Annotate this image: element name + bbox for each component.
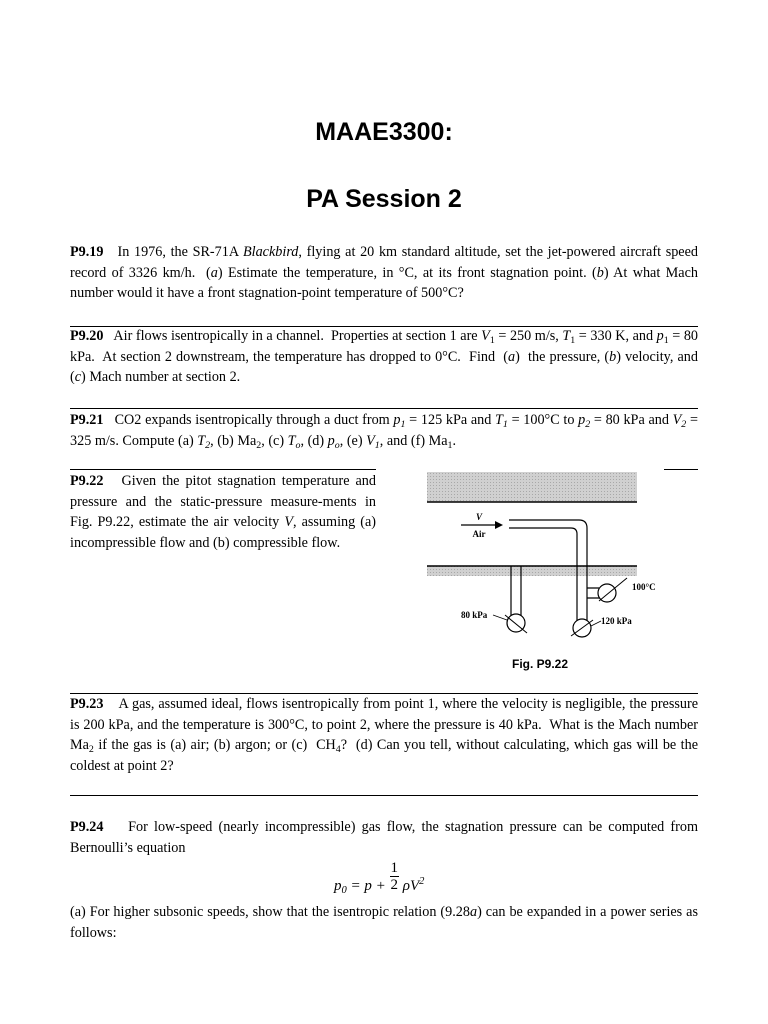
figure-p9-22 — [427, 470, 656, 650]
problem-number: P9.22 — [70, 473, 104, 489]
session-title: PA Session 2 — [306, 185, 462, 213]
upper-wall — [427, 472, 637, 502]
separator-rule — [70, 469, 376, 470]
problem-p9-22: P9.22 Given the pitot stagnation temperature and pressure and the static-pressure measure-ments in Fig. P9.22, estimate the air velocity V, assuming (a) incompressible flow and (b) compressible flow. — [70, 473, 376, 551]
stagnation-pressure-label: 120 kPa — [601, 616, 632, 626]
problem-p9-21: P9.21 CO2 expands isentropically through a duct from $p_1 = 125$ kPa and $T_1 = 100^\circ C$ to $p_2 = 80$ kPa and $V_2 = 325$ m/s. Compute (a) $T_2$, (b) $Ma_2$, (c) $T_o$, (d) $p_o$, (e) $V_1$, and (f) $Ma_1$. — [70, 412, 698, 451]
lower-wall — [427, 566, 637, 576]
velocity-label: V — [475, 512, 483, 522]
temperature-label: 100°C — [632, 582, 656, 592]
bernoulli-equation: $p_0 = p$ + $\frac{1}{2}$ $\rho V^2$ — [334, 860, 425, 896]
course-title: MAAE3300: — [315, 118, 453, 146]
static-pressure-label: 80 kPa — [461, 610, 488, 620]
separator-rule — [664, 469, 698, 470]
problem-number: P9.24 — [70, 819, 104, 835]
problem-number: P9.20 — [70, 328, 104, 344]
separator-rule — [70, 795, 698, 796]
figure-caption: Fig. P9.22 — [512, 657, 569, 671]
problem-p9-20: P9.20 Air flows isentropically in a channel. Properties at section 1 are $V_1 = 250$ m/s, $T_1 = 330$ K, and $p_1 = 80$ kPa. At section 2 downstream, the temperature has dropped to 0°C. Find (a) the pressure, (b) velocity, and (c) Mach number at section 2. — [70, 328, 699, 386]
problem-p9-19: P9.19 In 1976, the SR-71A Blackbird, flying at 20 km standard altitude, set the jet-powered aircraft speed record of 3326 km/h. (a) Estimate the temperature, in °C, at its front stagnation point. (b) At what Mach number would it have a front stagnation-point temperature of 500°C? — [70, 244, 698, 302]
problem-p9-24: P9.24 For low-speed (nearly incompressible) gas flow, the stagnation pressure can be computed from Bernoulli’s equation — [70, 819, 698, 856]
problem-number: P9.23 — [70, 696, 104, 712]
separator-rule — [70, 408, 698, 409]
problem-p9-23: P9.23 A gas, assumed ideal, flows isentropically from point 1, where the velocity is negligible, the pressure is 200 kPa, and the temperature is 300°C, to point 2, where the pressure is 40 kPa. What is the Mach number $Ma_2$ if the gas is (a) air; (b) argon; or (c) $CH_4$? (d) Can you tell, without calculating, which gas will be the coldest at point 2? — [70, 696, 698, 774]
problem-p9-24-part-a: (a) For higher subsonic speeds, show that the isentropic relation (9.28a) can be expanded in a power series as follows: — [70, 904, 699, 941]
problem-number: P9.21 — [70, 412, 104, 428]
problem-number: P9.19 — [70, 244, 104, 260]
air-label: Air — [472, 529, 486, 539]
